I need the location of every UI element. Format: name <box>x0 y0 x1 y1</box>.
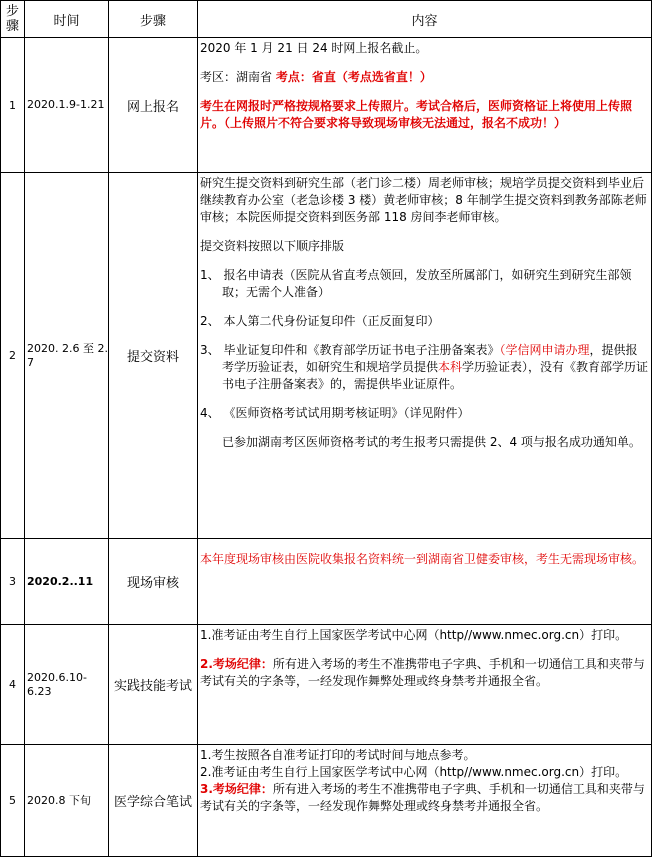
content-text: 已参加湖南考区医师资格考试的考生报考只需提供 2、4 项与报名成功通知单。 <box>222 435 641 449</box>
step-content <box>198 625 652 745</box>
step-time: 2020.6.10-6.23 <box>25 625 109 745</box>
content-text: 3.考场纪律：所有进入考场的考生不准携带电子字典、手机和一切通信工具和夹带与考试有关的字条等，一经发现作舞弊处理或终身禁考并通报全省。 <box>200 782 645 813</box>
content-text: 2020 年 1 月 21 日 24 时网上报名截止。 <box>200 41 428 55</box>
chsi-link-note: （学信网申请办理 <box>499 343 590 357</box>
content-text: 考区：湖南省 考点：省直（考点选省直！） <box>200 70 432 84</box>
list-item: 2、 本人第二代身份证复印件（正反面复印） <box>200 314 440 328</box>
header-name: 步骤 <box>109 1 198 38</box>
list-item: 4、 《医师资格考试试用期考核证明》（详见附件） <box>200 406 470 420</box>
header-row <box>1 1 652 38</box>
discipline-label: 3.考场纪律： <box>200 782 273 796</box>
content-text: 1.考生按照各自准考证打印的考试时间与地点参考。 <box>200 748 476 762</box>
content-text: 2.考场纪律：所有进入考场的考生不准携带电子字典、手机和一切通信工具和夹带与考试有关的字条等，一经发现作舞弊处理或终身禁考并通报全省。 <box>200 657 645 688</box>
step-time: 2020.2..11 <box>25 539 109 625</box>
discipline-label: 2.考场纪律： <box>200 657 273 671</box>
step-content <box>198 38 652 173</box>
step-number: 2 <box>1 173 25 539</box>
table-row <box>1 38 652 173</box>
onsite-review-note: 本年度现场审核由医院收集报名资料统一到湖南省卫健委审核，考生无需现场审核。 <box>200 552 645 566</box>
step-content <box>198 745 652 857</box>
header-content: 内容 <box>198 1 652 38</box>
step-number: 5 <box>1 745 25 857</box>
table-row <box>1 745 652 857</box>
step-name: 现场审核 <box>109 539 198 625</box>
list-item: 1、 报名申请表（医院从省直考点领回，发放至所属部门，如研究生到研究生部领取；无需个人准备） <box>200 268 632 299</box>
header-step: 步骤 <box>1 1 25 38</box>
step-time: 2020.8 下旬 <box>25 745 109 857</box>
content-text: 研究生提交资料到研究生部（老门诊二楼）周老师审核；规培学员提交资料到毕业后继续教育办公室（老急诊楼 3 楼）黄老师审核；8 年制学生提交资料到教务部陈老师审核；本院医师提交资料到医务部 118 房间李老师审核。 <box>200 176 647 224</box>
table-row <box>1 625 652 745</box>
step-name: 网上报名 <box>109 38 198 173</box>
step-content <box>198 173 652 539</box>
list-item: 3、 毕业证复印件和《教育部学历证书电子注册备案表》（学信网申请办理，提供报考学历验证表，如研究生和规培学员提供本科学历验证表），没有《教育部学历证书电子注册备案表》的，需提供毕业证原件。 <box>200 343 649 391</box>
exam-site-note: 考点：省直（考点选省直！） <box>275 70 432 84</box>
step-time: 2020.1.9-1.21 <box>25 38 109 173</box>
step-name: 提交资料 <box>109 173 198 539</box>
table-row <box>1 173 652 539</box>
content-text: 1.准考证由考生自行上国家医学考试中心网（http//www.nmec.org.cn）打印。 <box>200 628 628 642</box>
content-text: 2.准考证由考生自行上国家医学考试中心网（http//www.nmec.org.cn）打印。 <box>200 765 628 779</box>
step-time: 2020. 2.6 至 2. 7 <box>25 173 109 539</box>
header-time: 时间 <box>25 1 109 38</box>
step-content <box>198 539 652 625</box>
undergrad-note: 本科 <box>438 360 463 374</box>
step-number: 3 <box>1 539 25 625</box>
table-row <box>1 539 652 625</box>
step-name: 实践技能考试 <box>109 625 198 745</box>
photo-warning: 考生在网报时严格按规格要求上传照片。考试合格后，医师资格证上将使用上传照片。（上传照片不符合要求将导致现场审核无法通过，报名不成功！） <box>200 99 633 130</box>
step-number: 4 <box>1 625 25 745</box>
content-text: 提交资料按照以下顺序排版 <box>200 239 345 253</box>
step-number: 1 <box>1 38 25 173</box>
step-name: 医学综合笔试 <box>109 745 198 857</box>
